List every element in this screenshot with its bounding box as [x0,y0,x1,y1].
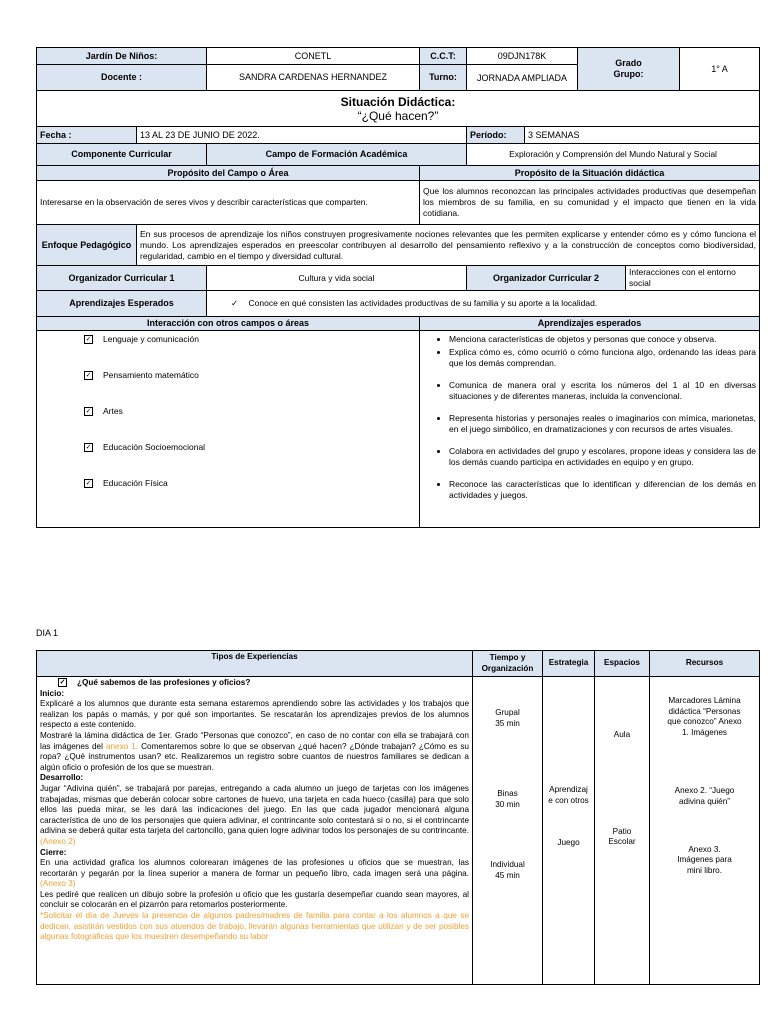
cierre-label: Cierre: [40,847,67,857]
espacios-cell [595,677,650,985]
organizador2-value: Interacciones con el entorno social [626,266,760,291]
jardin-value: CONETL [207,48,420,65]
area-item: ✓ Pensamiento matemático [85,370,199,380]
area-item: ✓ Artes [85,406,123,416]
aprendizajes-list [423,334,756,501]
aprendizajes-esperados-header: Aprendizajes esperados [420,317,760,331]
estrategia-cell [543,677,595,985]
aprendizajes-value-cell [207,291,760,317]
recurso-2: Anexo 2. “Juego adivina quién” [674,786,735,806]
periodo-label: Período: [467,127,525,144]
aprendizajes-value: Conoce en qué consisten las actividades productivas de su familia y su aporte a la localidad. [248,298,598,308]
turno-value: JORNADA AMPLIADA [467,65,578,91]
checkbox-icon: ✓ [85,444,92,452]
tipos-header: Tipos de Experiencias [37,651,473,677]
cct-value: 09DJN178K [467,48,578,65]
docente-value: SANDRA CARDENAS HERNANDEZ [207,65,420,91]
list-item: • Comunica de manera oral y escrita los números del 1 al 10 en diversas situaciones y de diferentes maneras, incluida la convencional. [449,380,756,402]
fecha-label: Fecha : [37,127,137,144]
area-item: ✓ Educación Física [85,478,168,488]
organizador1-label: Organizador Curricular 1 [37,266,207,291]
recurso-3: Anexo 3. Imágenes para mini libro. [677,844,732,875]
cierre-text-2: Les pediré que realicen un dibujo sobre la profesión u oficio que les gustaría desempeñar cuando sean mayores, al concluir se colocarán en el pizarrón para retomarlos posteriormente. [40,889,469,910]
estrategia-header: Estrategia [543,651,595,677]
checkbox-icon: ✓ [85,336,92,344]
proposito-situacion-text: Que los alumnos reconozcan las principales actividades productivas que desempeñan los miembros de su familia, en su comunidad y el impacto que tienen en la vida cotidiana. [420,181,760,225]
estrategia-1: Aprendizaj e con otros [548,785,589,805]
checkbox-icon: ✓ [59,679,66,687]
list-item: • Menciona características de objetos y personas que conoce y observa. [449,334,756,345]
grado-label: Grado Grupo: [578,48,680,91]
campo-value: Exploración y Comprensión del Mundo Natural y Social [467,144,760,166]
componente-label: Componente Curricular [37,144,207,166]
jardin-label: Jardín De Niños: [37,48,207,65]
area-item: ✓ Educación Socioemocional [85,442,206,452]
check-icon: ✓ [231,298,239,308]
enfoque-text: En sus procesos de aprendizaje los niños construyen progresivamente nociones relevantes que les permiten explicarse y entender cómo es y cómo funciona el mundo. Los aprendizajes esperados en preescolar contribuyen al desarrollo del pensamiento reflexivo y a la construcción de conceptos como biodiversidad, regularidad, cambio en el tiempo y diversidad cultural. [137,225,760,266]
checkbox-icon: ✓ [85,480,92,488]
list-item: • Reconoce las características que lo identifican y diferencian de los demás en actividades y juegos. [449,479,756,501]
recursos-header: Recursos [650,651,760,677]
inicio-label: Inicio: [40,688,65,698]
tiempo-header: Tiempo y Organización [473,651,543,677]
anexo2-ref: (Anexo 2) [40,836,76,846]
docente-label: Docente : [37,65,207,91]
tiempo-grupal: Grupal 35 min [495,708,520,728]
planning-header-table [36,47,760,528]
organizador1-value: Cultura y vida social [207,266,467,291]
anexo1-ref: anexo 1. [105,741,139,751]
organizador2-label: Organizador Curricular 2 [467,266,626,291]
interaccion-header: Interacción con otros campos o áreas [37,317,420,331]
estrategia-2: Juego [557,838,580,848]
situacion-title: Situación Didáctica: [340,94,456,109]
proposito-situacion-header: Propósito de la Situación didáctica [420,166,760,181]
espacio-patio: Patio Escolar [608,826,636,847]
list-item: • Explica cómo es, cómo ocurrió o cómo funciona algo, ordenando las ideas para que los demás comprendan. [449,347,756,369]
proposito-campo-text: Interesarse en la observación de seres vivos y describir características que comparten. [37,181,420,225]
campo-label: Campo de Formación Académica [207,144,467,166]
inicio-text-1: Explicaré a los alumnos que durante esta semana estaremos aprendiendo sobre las actividades y los trabajos que realizan los papás o mamás, y por qué son importantes. Se rescatarán los aprendizajes previos de los alumnos respecto a este contenido. [40,699,469,730]
inicio-text-2: Mostraré la lámina didáctica de 1er. Grado “Personas que conozco”, en caso de no contar con ella se trabajará con las imágenes del anexo 1. Comentaremos sobre lo que se observan ¿qué hacen? ¿Dónde trabajan? ¿Cómo es su ropa? ¿Qué instrumentos usan? etc. Realizaremos un registro sobre cuantos de nuestros familiares se dedican a algún oficio o profesión de los que se muestran. [40,730,469,772]
cierre-text-1: En una actividad grafica los alumnos colorearan imágenes de las profesiones u oficios que se muestran, las recortarán y pegarán por la línea superior a manera de formar un pequeño libro, cada imagen será una página. (Anexo 3) [40,858,469,889]
experiences-cell [37,677,473,985]
list-item: • Colabora en actividades del grupo y escolares, propone ideas y considera las de los demás cuando participa en actividades en equipo y en grupo. [449,446,756,468]
day-label: DIA 1 [36,628,59,638]
enfoque-label: Enfoque Pedagógico [37,225,137,266]
tiempo-binas: Binas 30 min [495,789,520,809]
tiempo-individual: Individual 45 min [490,860,525,880]
activity-question: ✓ ¿Qué sabemos de las profesiones y oficios? [59,678,251,687]
grado-value: 1° A [680,48,760,91]
periodo-value: 3 SEMANAS [525,127,760,144]
recursos-cell [650,677,760,985]
cct-label: C.C.T: [420,48,467,65]
aprendizajes-list-cell [420,331,760,528]
anexo3-ref: (Anexo 3) [40,879,76,889]
tiempo-cell [473,677,543,985]
checkbox-icon: ✓ [85,372,92,380]
proposito-campo-header: Propósito del Campo o Área [37,166,420,181]
espacios-header: Espacios [595,651,650,677]
activities-table [36,650,760,985]
desarrollo-text: Jugar “Adivina quién”, se trabajará por parejas, entregando a cada alumno un juego de tarjetas con los imágenes trabajadas, mismas que deberán colocar sobre cartones de huevo, una tarjeta en cada hueco (casilla) para que solo ellos las pueda mirar, se les dará las indicaciones del juego. En las que cada jugador mencionará alguna característica de uno de los personajes que quiera adivinar, el contrincante solo contestará si o no, si el contrincante adivina se deberá quitar esta tarjeta del cartoncillo, gana quien logre adivinar todos los personajes de su contrincante. (Anexo 2) [40,783,469,846]
checkbox-icon: ✓ [85,408,92,416]
aprendizajes-label: Aprendizajes Esperados [37,291,207,317]
fecha-value: 13 AL 23 DE JUNIO DE 2022. [137,127,467,144]
desarrollo-label: Desarrollo: [40,773,84,783]
nota-text: *Solicitar el día de Jueves la presencia de algunos padres/madres de familia para contar a los alumnos a que se dedican, asistirán vestidos con sus atuendos de trabajo, llevarán algunas herramientas que utilizan y de ser posibles algunas fotográficas que los muestren desempeñando su labor [40,911,469,942]
espacio-aula: Aula [613,730,631,739]
situacion-cell [37,91,760,127]
area-item: ✓ Lenguaje y comunicación [85,334,199,344]
turno-label: Turno: [420,65,467,91]
recurso-1: Marcadores Lámina didáctica “Personas que conozco” Anexo 1. Imágenes [667,696,742,737]
areas-cell [37,331,420,528]
list-item: • Representa historias y personajes reales o imaginarios con mímica, marionetas, en el juego simbólico, en dramatizaciones y con recursos de artes visuales. [449,413,756,435]
situacion-subtitle: “¿Qué hacen?” [357,108,439,123]
